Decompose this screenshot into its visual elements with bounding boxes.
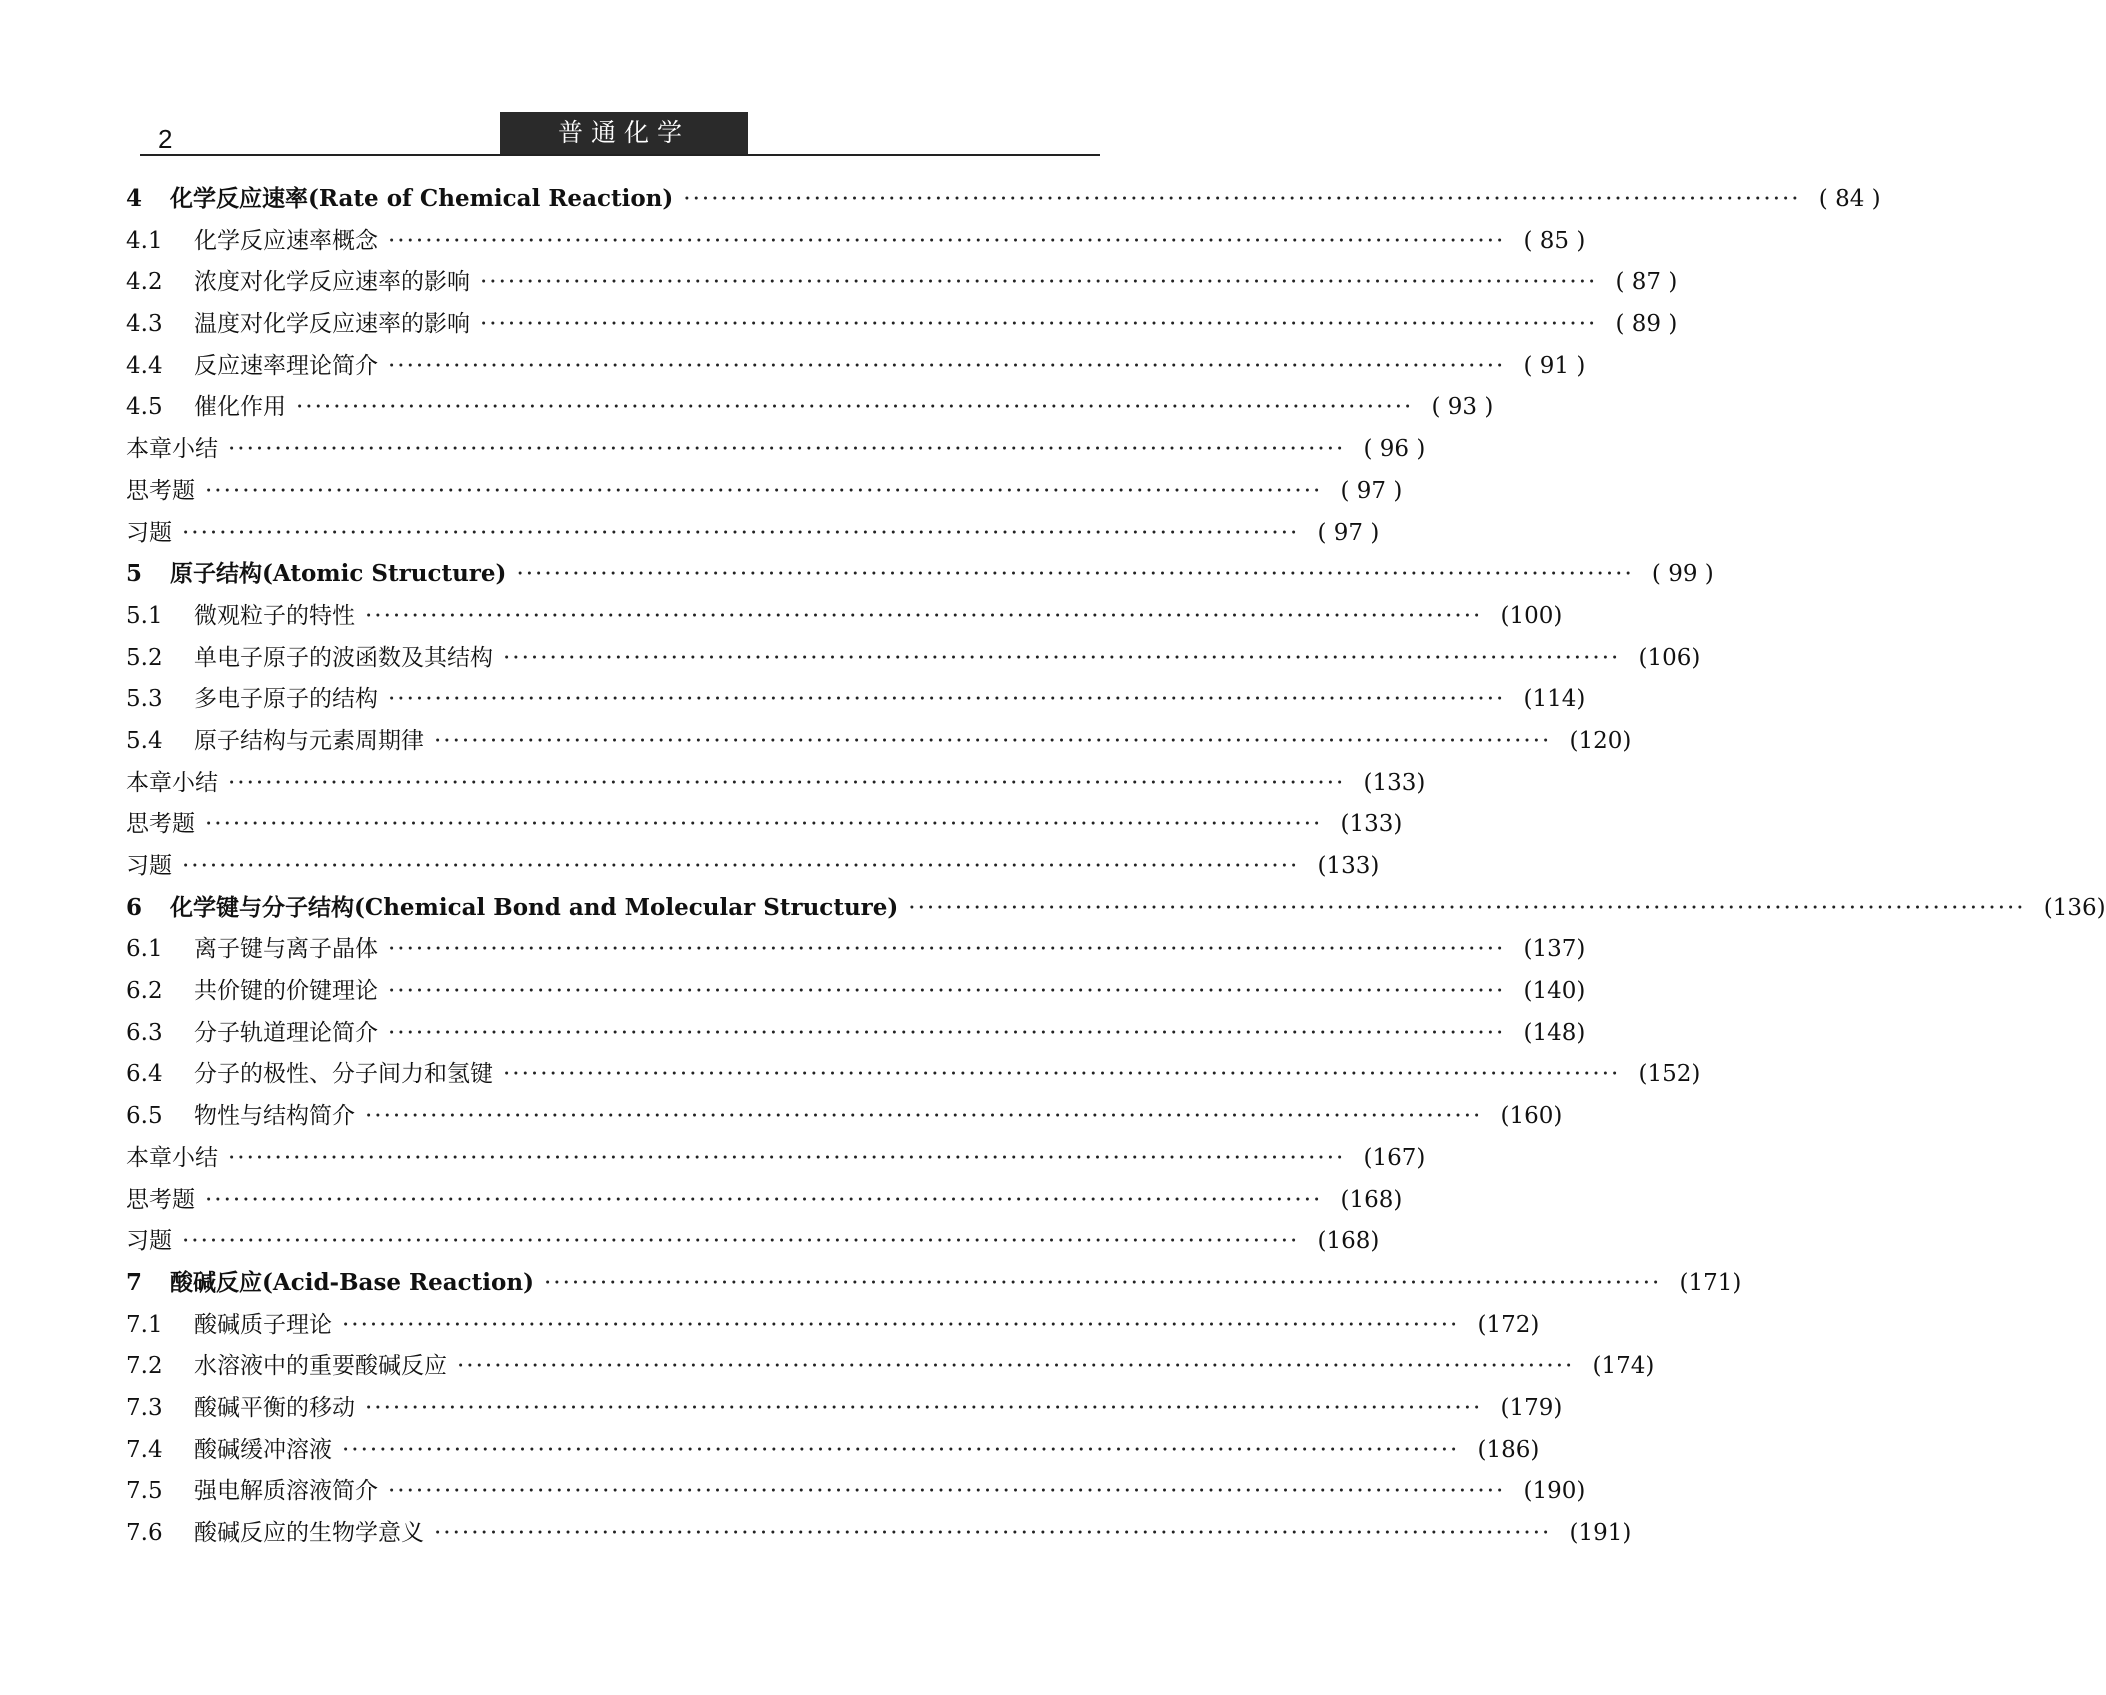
- toc-entry: [126, 305, 1678, 347]
- toc-entry-number: 6.2: [126, 978, 163, 1005]
- toc-entry-title: 分子的极性、分子间力和氢键: [194, 1061, 493, 1088]
- toc-entry-number: 4.5: [126, 394, 163, 421]
- dot-leader: ························································································································: [182, 1228, 1300, 1255]
- dot-leader: ························································································································: [182, 519, 1300, 546]
- toc-entry-title: 本章小结: [126, 769, 218, 796]
- toc-entry-page: (168): [1340, 1186, 1403, 1213]
- dot-leader: ························································································································: [205, 477, 1323, 504]
- toc-entry-title: 思考题: [126, 811, 195, 838]
- toc-entry-title: 温度对化学反应速率的影响: [194, 311, 470, 338]
- toc-entry: [126, 930, 1586, 972]
- toc-entry-title: 共价键的价键理论: [194, 978, 378, 1005]
- toc-entry: [126, 972, 1586, 1014]
- toc-entry-number: 6.1: [126, 936, 163, 963]
- toc-entry: [126, 514, 1380, 556]
- toc-entry-title: 酸碱质子理论: [194, 1311, 332, 1338]
- toc-entry: [126, 1055, 1701, 1097]
- toc-entry-number: 5.2: [126, 644, 163, 671]
- toc-entry: [126, 388, 1494, 430]
- toc-entry-number: 7.6: [126, 1520, 163, 1546]
- dot-leader: ························································································································: [342, 1436, 1460, 1463]
- toc-entry-page: (174): [1592, 1353, 1655, 1380]
- toc-entry-title: 多电子原子的结构: [194, 686, 378, 713]
- dot-leader: ························································································································: [388, 227, 1506, 254]
- toc-entry-page: (148): [1523, 1019, 1586, 1046]
- toc-entry-page: (152): [1638, 1061, 1701, 1088]
- toc-entry-title: 离子键与离子晶体: [194, 936, 378, 963]
- dot-leader: ························································································································: [388, 1019, 1506, 1046]
- dot-leader: ························································································································: [434, 1520, 1552, 1546]
- toc-entry-title: 习题: [126, 1228, 172, 1255]
- dot-leader: ························································································································: [503, 644, 1621, 671]
- toc-entry-title: 化学反应速率(Rate of Chemical Reaction): [170, 185, 674, 212]
- toc-entry: [126, 1431, 1540, 1473]
- dot-leader: ························································································································: [205, 1186, 1323, 1213]
- toc-entry-page: (120): [1569, 727, 1632, 754]
- dot-leader: ························································································································: [388, 352, 1506, 379]
- toc-entry: [126, 1264, 1742, 1306]
- toc-entry-page: (186): [1477, 1436, 1540, 1463]
- header-rule: [140, 154, 1100, 156]
- dot-leader: ························································································································: [228, 769, 1346, 796]
- dot-leader: ························································································································: [388, 686, 1506, 713]
- toc-entry-page: (106): [1638, 644, 1701, 671]
- toc-entry-page: ( 84 ): [1818, 186, 1881, 212]
- toc-entry-number: 7: [126, 1268, 143, 1296]
- toc-entry-number: 6.4: [126, 1061, 163, 1088]
- toc-entry: [126, 1472, 1586, 1514]
- dot-leader: ························································································································: [457, 1353, 1575, 1380]
- toc-entry-title: 本章小结: [126, 1144, 218, 1171]
- toc-entry-number: 4.2: [126, 269, 163, 296]
- toc-entry-title: 反应速率理论简介: [194, 352, 378, 379]
- toc-entry-title: 强电解质溶液简介: [194, 1478, 378, 1505]
- toc-entry-number: 7.2: [126, 1353, 163, 1380]
- dot-leader: ························································································································: [388, 1478, 1506, 1505]
- toc-entry-title: 酸碱反应的生物学意义: [194, 1520, 424, 1546]
- toc-entry-page: (137): [1523, 936, 1586, 963]
- toc-entry-page: ( 85 ): [1523, 227, 1586, 254]
- toc-entry: [126, 722, 1632, 764]
- toc-entry-title: 酸碱缓冲溶液: [194, 1436, 332, 1463]
- toc-entry-number: 5.1: [126, 602, 163, 629]
- toc-entry-number: 4.4: [126, 352, 163, 379]
- toc-entry: [126, 847, 1380, 889]
- toc-entry: [126, 222, 1586, 264]
- toc-entry-title: 单电子原子的波函数及其结构: [194, 644, 493, 671]
- toc-entry-number: 4.1: [126, 227, 163, 254]
- toc-entry-title: 浓度对化学反应速率的影响: [194, 269, 470, 296]
- toc-entry-number: 4: [126, 185, 143, 212]
- toc-entry: [126, 680, 1586, 722]
- toc-entry: [126, 472, 1403, 514]
- dot-leader: ························································································································: [342, 1311, 1460, 1338]
- toc-entry-page: (140): [1523, 978, 1586, 1005]
- toc-entry-title: 催化作用: [194, 394, 286, 421]
- toc-entry: [126, 430, 1426, 472]
- dot-leader: ························································································································: [480, 311, 1598, 338]
- toc-entry-page: ( 99 ): [1651, 561, 1714, 588]
- toc-entry: [126, 1514, 1632, 1556]
- toc-entry-page: (136): [2043, 894, 2106, 921]
- toc-entry-title: 物性与结构简介: [194, 1103, 355, 1130]
- dot-leader: ························································································································: [480, 269, 1598, 296]
- toc-entry-number: 4.3: [126, 311, 163, 338]
- toc-entry: [126, 1222, 1380, 1264]
- toc-entry-title: 习题: [126, 853, 172, 879]
- toc-entry: [126, 263, 1678, 305]
- dot-leader: ························································································································: [434, 727, 1552, 754]
- page-number: 2: [158, 124, 173, 154]
- toc-entry-number: 6.3: [126, 1019, 163, 1046]
- toc-entry: [126, 1097, 1563, 1139]
- toc-entry-number: 7.5: [126, 1478, 163, 1505]
- dot-leader: ························································································································: [388, 978, 1506, 1005]
- toc-entry-page: (100): [1500, 602, 1563, 629]
- toc-entry-page: (114): [1523, 686, 1586, 713]
- toc-entry-page: ( 93 ): [1431, 394, 1494, 421]
- toc-entry-number: 7.4: [126, 1436, 163, 1463]
- toc-entry-page: ( 97 ): [1317, 519, 1380, 546]
- toc-entry-title: 水溶液中的重要酸碱反应: [194, 1353, 447, 1380]
- toc-entry-number: 5: [126, 560, 143, 588]
- toc-entry: [126, 889, 2106, 931]
- dot-leader: ························································································································: [544, 1269, 1662, 1296]
- toc-entry-title: 原子结构(Atomic Structure): [170, 560, 507, 588]
- dot-leader: ························································································································: [365, 1394, 1483, 1421]
- toc-entry-title: 酸碱反应(Acid-Base Reaction): [170, 1268, 534, 1296]
- toc-entry-page: (160): [1500, 1103, 1563, 1130]
- toc-entry-title: 化学反应速率概念: [194, 227, 378, 254]
- toc-entry-page: ( 97 ): [1340, 477, 1403, 504]
- toc-entry-page: (191): [1569, 1520, 1632, 1546]
- toc-entry: [126, 1347, 1655, 1389]
- toc-entry-title: 思考题: [126, 1186, 195, 1213]
- toc-entry-number: 5.3: [126, 686, 163, 713]
- dot-leader: ························································································································: [388, 936, 1506, 963]
- toc-entry: [126, 597, 1563, 639]
- toc-entry: [126, 1139, 1426, 1181]
- toc-entry: [126, 347, 1586, 389]
- toc-entry: [126, 1389, 1563, 1431]
- toc-entry: [126, 805, 1403, 847]
- toc-entry-page: (167): [1363, 1144, 1426, 1171]
- toc-entry: [126, 764, 1426, 806]
- toc-entry-title: 分子轨道理论简介: [194, 1019, 378, 1046]
- dot-leader: ························································································································: [228, 436, 1346, 463]
- toc-entry-title: 本章小结: [126, 436, 218, 463]
- dot-leader: ························································································································: [205, 811, 1323, 838]
- toc-entry: [126, 639, 1701, 681]
- dot-leader: ························································································································: [365, 602, 1483, 629]
- dot-leader: ························································································································: [516, 561, 1634, 588]
- dot-leader: ························································································································: [683, 186, 1801, 212]
- toc-entry-title: 思考题: [126, 477, 195, 504]
- toc-entry-title: 微观粒子的特性: [194, 602, 355, 629]
- toc-entry-page: (172): [1477, 1311, 1540, 1338]
- dot-leader: ························································································································: [228, 1144, 1346, 1171]
- toc-entry-number: 7.1: [126, 1311, 163, 1338]
- page-header: [140, 112, 1100, 160]
- toc-entry-page: (133): [1340, 811, 1403, 838]
- table-of-contents: [126, 180, 2106, 1556]
- toc-entry-page: (190): [1523, 1478, 1586, 1505]
- toc-entry-title: 化学键与分子结构(Chemical Bond and Molecular Structure): [170, 893, 899, 921]
- toc-entry: [126, 1181, 1403, 1223]
- toc-entry-page: ( 96 ): [1363, 436, 1426, 463]
- dot-leader: ························································································································: [503, 1061, 1621, 1088]
- toc-entry-title: 习题: [126, 519, 172, 546]
- dot-leader: ························································································································: [296, 394, 1414, 421]
- toc-entry: [126, 1306, 1540, 1348]
- toc-entry-title: 原子结构与元素周期律: [194, 727, 424, 754]
- toc-entry-page: (133): [1363, 769, 1426, 796]
- book-title: 普通化学: [500, 112, 748, 154]
- dot-leader: ························································································································: [908, 894, 2026, 921]
- toc-entry-page: ( 91 ): [1523, 352, 1586, 379]
- toc-entry: [126, 180, 1881, 222]
- toc-entry-page: ( 89 ): [1615, 311, 1678, 338]
- toc-entry-number: 7.3: [126, 1394, 163, 1421]
- toc-entry-page: (168): [1317, 1228, 1380, 1255]
- toc-entry: [126, 1014, 1586, 1056]
- dot-leader: ························································································································: [365, 1103, 1483, 1130]
- toc-entry-title: 酸碱平衡的移动: [194, 1394, 355, 1421]
- toc-entry-number: 6.5: [126, 1103, 163, 1130]
- toc-entry-page: ( 87 ): [1615, 269, 1678, 296]
- toc-entry-number: 5.4: [126, 727, 163, 754]
- dot-leader: ························································································································: [182, 853, 1300, 879]
- toc-entry-page: (133): [1317, 853, 1380, 879]
- toc-entry: [126, 555, 1714, 597]
- toc-entry-page: (171): [1679, 1269, 1742, 1296]
- toc-entry-page: (179): [1500, 1394, 1563, 1421]
- toc-entry-number: 6: [126, 893, 143, 921]
